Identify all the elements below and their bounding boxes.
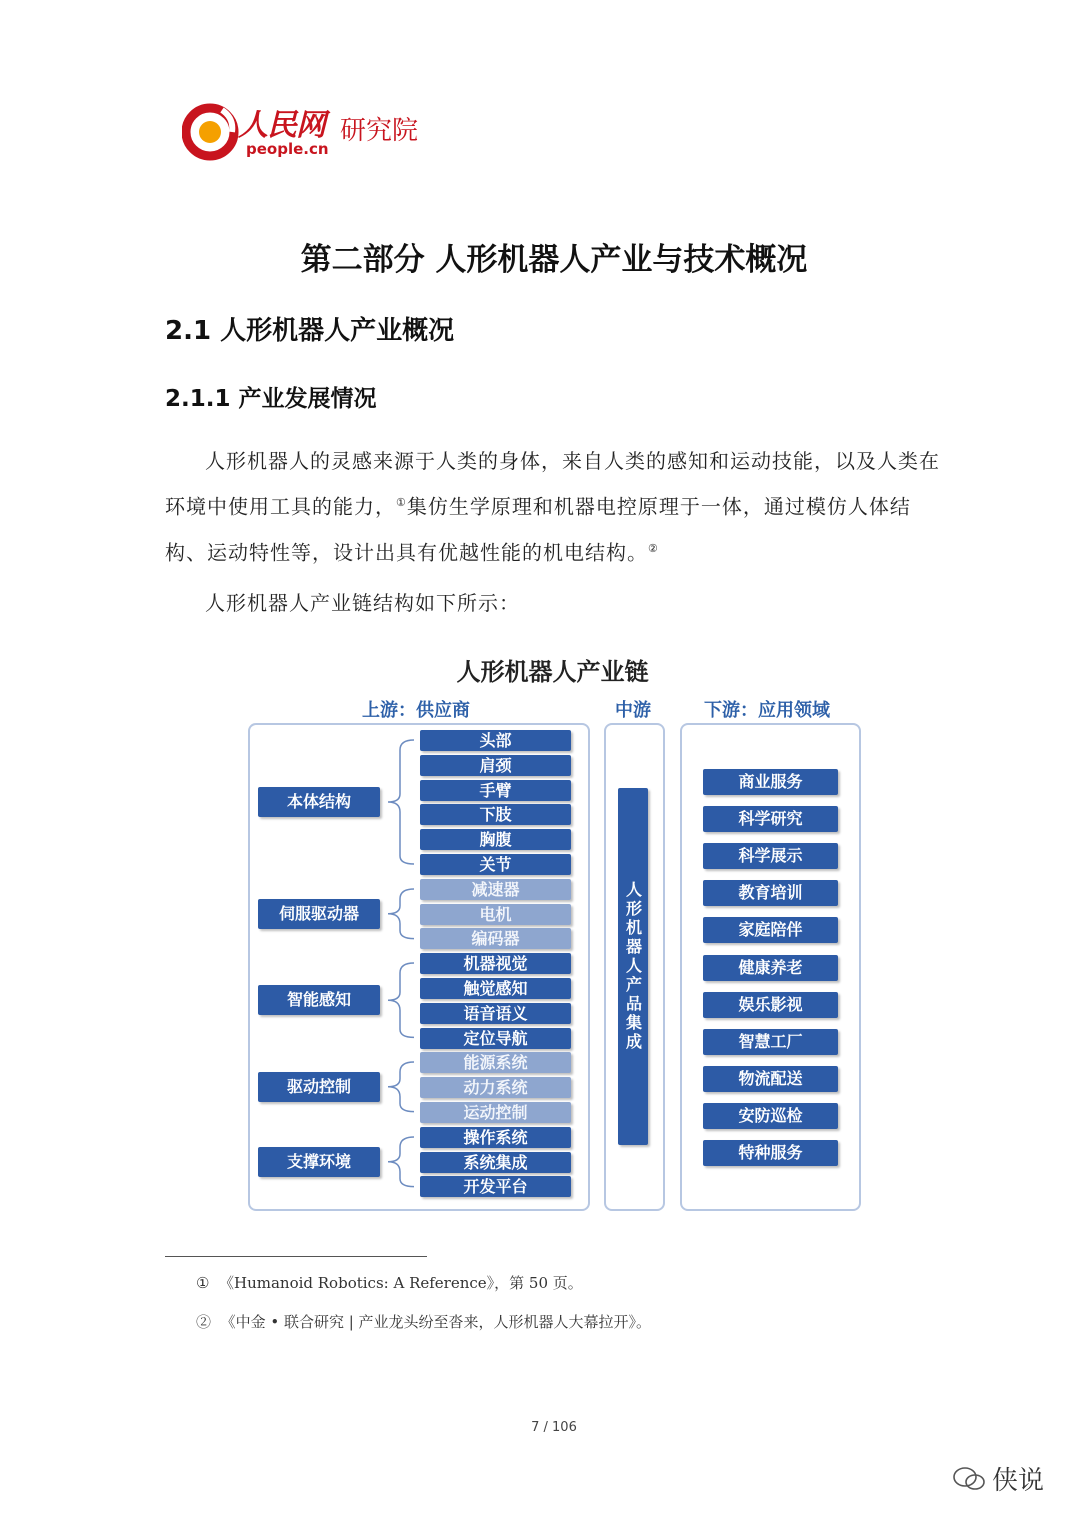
supplier-item: 减速器 [420,879,571,900]
category-brace-icon [384,887,416,941]
people-logo-mark-icon [182,100,242,162]
supplier-item: 下肢 [420,804,571,825]
supplier-item: 头部 [420,730,571,751]
footnote-ref-2[interactable]: ② [648,541,659,555]
supplier-item: 语音语义 [420,1003,571,1024]
supplier-item: 运动控制 [420,1102,571,1123]
supplier-item: 手臂 [420,780,571,801]
application-item: 科学展示 [703,843,838,869]
document-title: 第二部分 人形机器人产业与技术概况 [300,242,808,278]
supplier-item: 系统集成 [420,1152,571,1173]
subsection-heading: 2.1.1 产业发展情况 [165,386,377,412]
chain-chart-title: 人形机器人产业链 [456,658,649,686]
supplier-item: 编码器 [420,928,571,949]
supplier-item: 能源系统 [420,1052,571,1073]
supplier-item: 开发平台 [420,1176,571,1197]
supplier-category: 支撑环境 [258,1147,380,1177]
application-item: 安防巡检 [703,1103,838,1129]
footnote-ref-1[interactable]: ① [396,496,407,509]
supplier-category: 伺服驱动器 [258,899,380,929]
application-item: 科学研究 [703,806,838,832]
application-item: 家庭陪伴 [703,917,838,943]
supplier-item: 机器视觉 [420,953,571,974]
logo-url: people.cn [246,140,329,158]
footnote-2-text: 《中金 • 联合研究 | 产业龙头纷至沓来，人形机器人大幕拉开》。 [220,1313,652,1331]
watermark-text: 侠说 [992,1466,1045,1496]
para1-text-a: 人形机器人的灵感来源于人类的身体，来自人类的感知和运动技能，以及人类在环境中使用工具的能力， [165,449,940,519]
footnote-divider [165,1256,427,1257]
supplier-item: 关节 [420,854,571,875]
category-brace-icon [384,1135,416,1189]
upstream-heading: 上游：供应商 [362,700,470,721]
midstream-heading: 中游 [615,700,651,721]
para1-text-b: 集仿生学原理和机器电控原理于一体，通过模仿人体结构、运动特性等，设计出具有优越性能的机电结构。 [165,494,911,565]
midstream-product-integration: 人形机器人产品集成 [618,788,648,1145]
category-brace-icon [384,738,416,866]
application-item: 商业服务 [703,769,838,795]
body-paragraph-2 [165,582,945,624]
footnote-2 [196,1311,651,1332]
page-number: 7 / 106 [531,1420,577,1435]
application-item: 娱乐影视 [703,992,838,1018]
application-item: 物流配送 [703,1066,838,1092]
category-brace-icon [384,961,416,1039]
supplier-category: 智能感知 [258,985,380,1015]
application-item: 特种服务 [703,1140,838,1166]
supplier-category: 本体结构 [258,787,380,817]
supplier-item: 动力系统 [420,1077,571,1098]
footnote-1-text: 《Humanoid Robotics: A Reference》，第 50 页。 [219,1274,583,1292]
logo-text-cn: 人民网 [238,108,325,143]
wechat-icon [952,1466,986,1492]
supplier-item: 定位导航 [420,1028,571,1049]
footnote-1 [196,1272,583,1293]
category-brace-icon [384,1060,416,1114]
para2-text: 人形机器人产业链结构如下所示： [205,591,520,615]
application-item: 健康养老 [703,955,838,981]
downstream-heading: 下游：应用领域 [704,700,830,721]
supplier-item: 触觉感知 [420,978,571,999]
footnote-2-mark: ② [196,1313,212,1331]
application-item: 智慧工厂 [703,1029,838,1055]
application-item: 教育培训 [703,880,838,906]
supplier-item: 电机 [420,904,571,925]
body-paragraph-1 [165,440,945,573]
supplier-item: 胸腹 [420,829,571,850]
supplier-item: 肩颈 [420,755,571,776]
supplier-category: 驱动控制 [258,1072,380,1102]
logo-text-suffix: 研究院 [340,116,419,146]
footnote-1-mark: ① [196,1274,210,1292]
section-heading: 2.1 人形机器人产业概况 [165,316,455,346]
supplier-item: 操作系统 [420,1127,571,1148]
